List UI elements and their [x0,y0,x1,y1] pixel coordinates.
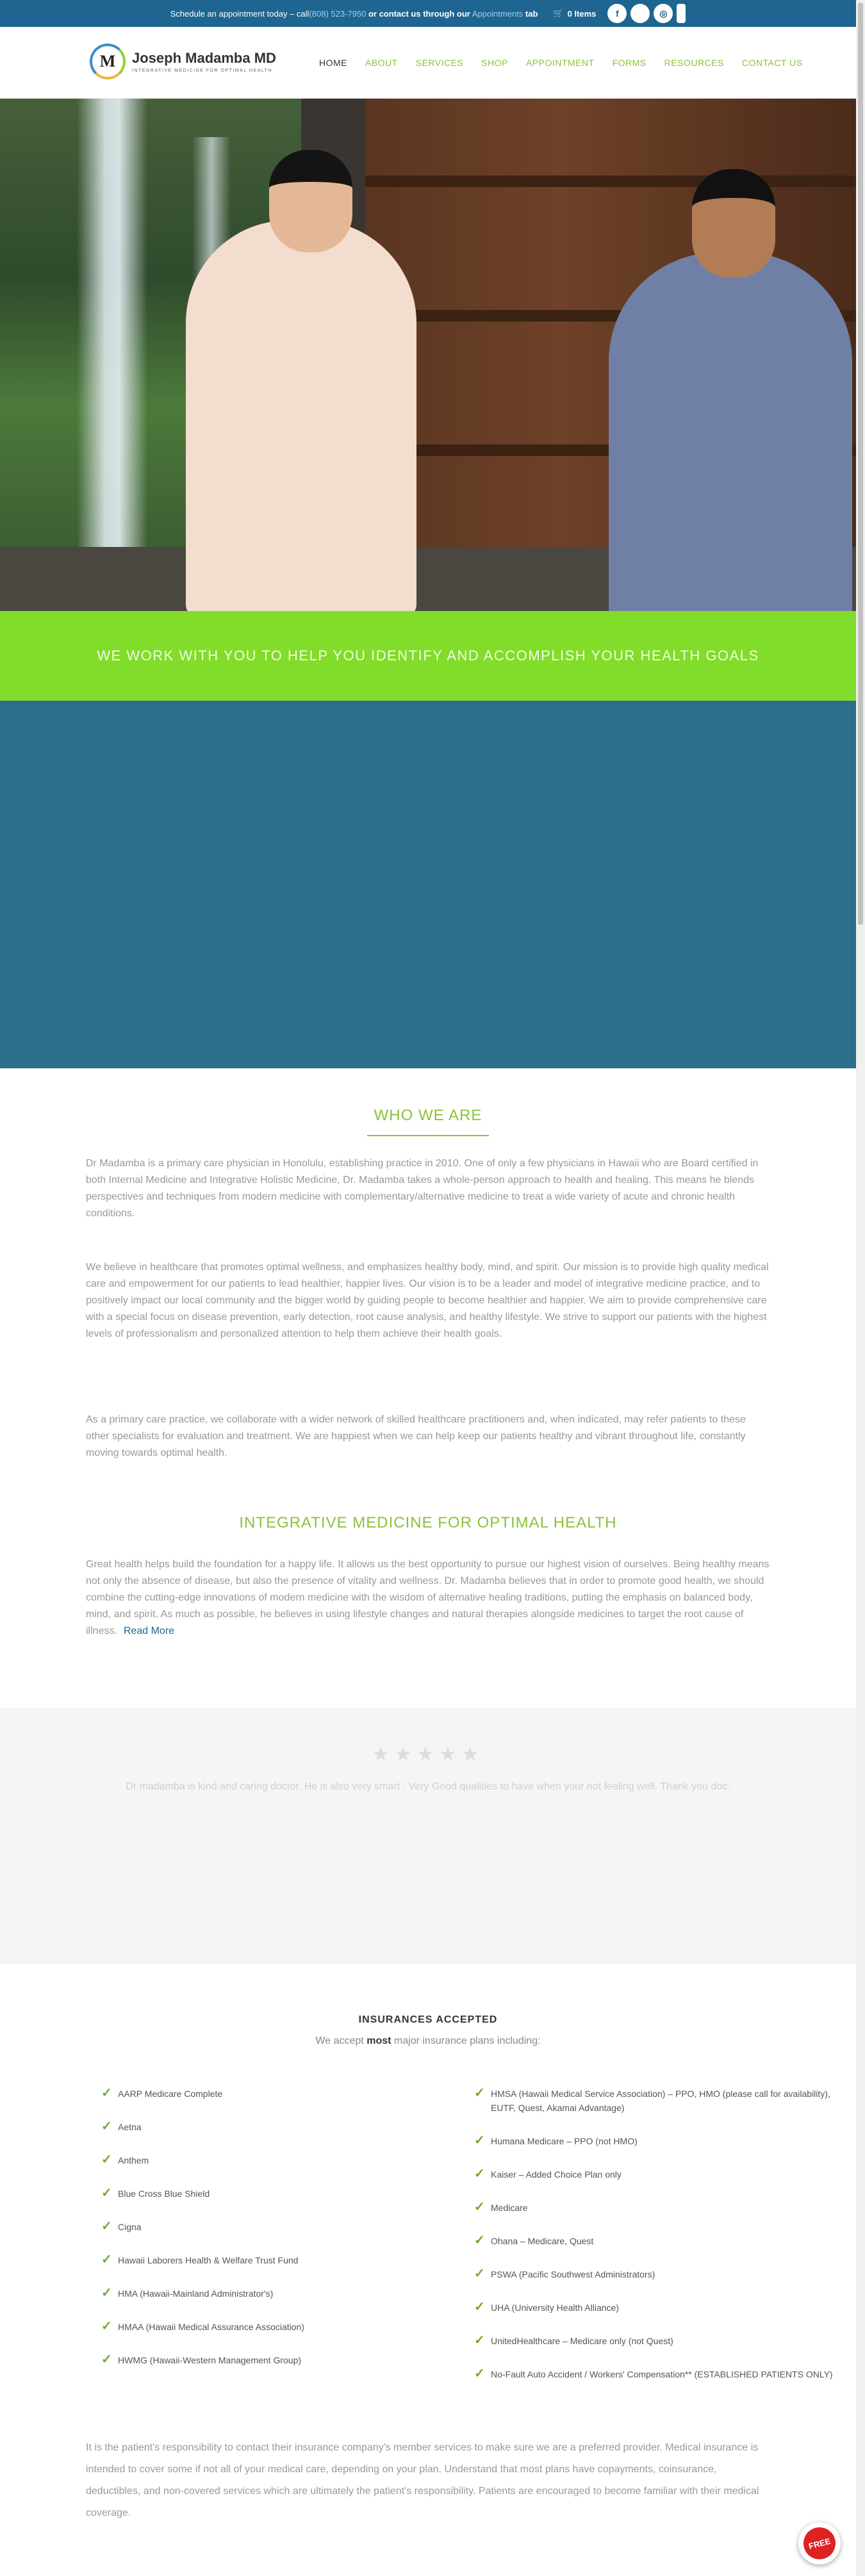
who-paragraph-1: Dr Madamba is a primary care physician in Honolulu, establishing practice in 2010. One of only a few physicians in Hawaii who are Board certified in both Internal Medicine and Integrative Holistic Medicine, Dr. Madamba takes a whole-person approach to health and healing. This means he blends perspectives and techniques from modern medicine with complementary/alternative medicine to treat a wide variety of acute and chronic health conditions. [86,1158,759,1219]
nav-shop[interactable]: SHOP [481,58,508,68]
list-item: ✓ Cigna [101,2219,142,2233]
check-icon: ✓ [474,2086,485,2100]
rating-stars: ★★★★★ [372,1744,484,1765]
list-item: ✓ UHA (University Health Alliance) [474,2300,619,2314]
list-item: ✓ Anthem [101,2153,149,2167]
list-item: ✓ HWMG (Hawaii-Western Management Group) [101,2352,302,2367]
check-icon: ✓ [474,2333,485,2347]
nav-appointment[interactable]: APPOINTMENT [525,58,595,68]
check-icon: ✓ [101,2219,112,2233]
check-icon: ✓ [474,2233,485,2247]
social-icon-small[interactable] [677,4,686,23]
nav-about[interactable]: ABOUT [365,58,398,68]
logo-name: Joseph Madamba MD [132,50,276,66]
nav-forms[interactable]: FORMS [612,58,647,68]
list-item: ✓ HMA (Hawaii-Mainland Administrator's) [101,2286,274,2300]
social-links [607,4,686,23]
integrative-title: INTEGRATIVE MEDICINE FOR OPTIMAL HEALTH [239,1514,617,1531]
list-item: ✓ Humana Medicare – PPO (not HMO) [474,2133,638,2148]
list-item: ✓ HMAA (Hawaii Medical Assurance Association) [101,2319,305,2333]
scrollbar-thumb[interactable] [858,3,863,925]
scrollbar[interactable] [856,0,865,2576]
mission-headline: WE WORK WITH YOU TO HELP YOU IDENTIFY AND ACCOMPLISH YOUR HEALTH GOALS [97,648,759,664]
social-icon[interactable] [630,4,650,23]
doctor-left [186,220,416,611]
topbar-text: Schedule an appointment today – call(808) 523-7950 or contact us through our Appointments tab [170,8,538,19]
blue-panel [0,701,856,1068]
list-item: ✓ PSWA (Pacific Southwest Administrators) [474,2267,655,2281]
who-we-are-title: WHO WE ARE [374,1107,482,1124]
appointments-link[interactable]: Appointments [472,8,523,19]
insurance-list-right [474,2087,833,2401]
title-underline [367,1135,489,1136]
check-icon: ✓ [474,2300,485,2314]
logo[interactable] [90,44,276,79]
nav-resources[interactable]: RESOURCES [664,58,724,68]
integrative-paragraph: Great health helps build the foundation for a happy life. It allows us the best opportunity to pursue our highest vision of ourselves. Being healthy means not only the absence of disease, but also the presence of vitality and wellness. Dr. Madamba believes that in order to promote good health, we should combine the cutting-edge innovations of modern medicine with the wisdom of alternative healing traditions, putting the emphasis on balanced body, mind, and spirit. As much as possible, he believes in using lifestyle changes and natural therapies alongside medicines to target the root cause of illness. Read More [86,1559,770,1636]
list-item: ✓ Ohana – Medicare, Quest [474,2233,594,2247]
mission-band [0,611,856,701]
main-nav [319,58,803,68]
facebook-icon[interactable]: f [607,4,627,23]
free-badge-button[interactable] [798,2522,841,2564]
list-item: ✓ Kaiser – Added Choice Plan only [474,2167,622,2181]
read-more-link[interactable]: Read More [123,1626,175,1636]
cart-link[interactable]: 🛒 0 Items [553,8,597,19]
check-icon: ✓ [101,2119,112,2133]
insurance-subtitle: We accept most major insurance plans including: [315,2035,541,2046]
free-badge-label: FREE [800,2523,839,2563]
list-item: ✓ Aetna [101,2119,142,2133]
site-header [0,27,856,99]
list-item: ✓ UnitedHealthcare – Medicare only (not Quest) [474,2333,673,2347]
check-icon: ✓ [101,2319,112,2333]
check-icon: ✓ [474,2200,485,2214]
nav-contact-us[interactable]: CONTACT US [741,58,803,68]
list-item: ✓ HMSA (Hawaii Medical Service Association) – PPO, HMO (please call for availability), EUTF, Quest, Akamai Advantage) [474,2087,833,2115]
check-icon: ✓ [474,2367,485,2381]
check-icon: ✓ [474,2167,485,2181]
instagram-icon[interactable]: ◎ [654,4,673,23]
phone-link[interactable]: (808) 523-7950 [309,8,367,19]
insurance-list-left [101,2087,460,2386]
hero-image [0,99,856,611]
list-item: ✓ AARP Medicare Complete [101,2086,223,2100]
list-item: ✓ No-Fault Auto Accident / Workers' Compensation** (ESTABLISHED PATIENTS ONLY) [474,2367,833,2381]
check-icon: ✓ [101,2186,112,2200]
list-item: ✓ Medicare [474,2200,528,2214]
check-icon: ✓ [101,2352,112,2367]
check-icon: ✓ [101,2253,112,2267]
list-item: ✓ Blue Cross Blue Shield [101,2186,210,2200]
testimonial-section [0,1708,856,1964]
testimonial-text: Dr madamba is kind and caring doctor. He is also very smart . Very Good qualities to have when your not feeling well. Thank you doc. [126,1781,730,1792]
check-icon: ✓ [474,2267,485,2281]
insurance-footnote: It is the patient's responsibility to contact their insurance company's member services to make sure we are a preferred provider. Medical insurance is intended to cover some if not all of your medical care, depending on your plan. Understand that most plans have copayments, coinsurance, deductibles, and non-covered services which are ultimately the patient's responsibility. Patients are encouraged to become familiar with their medical coverage. [86,2442,759,2518]
list-item: ✓ Hawaii Laborers Health & Welfare Trust Fund [101,2253,299,2267]
who-paragraph-3: As a primary care practice, we collaborate with a wider network of skilled healthcare practitioners and, when indicated, may refer patients to these other specialists for evaluation and treatment. We are happiest when we can help keep our patients healthy and vibrant throughout life, constantly moving towards optimal health. [86,1414,746,1458]
cart-icon: 🛒 [553,8,564,18]
check-icon: ✓ [101,2153,112,2167]
nav-home[interactable]: HOME [319,58,347,68]
check-icon: ✓ [101,2286,112,2300]
logo-tagline: INTEGRATIVE MEDICINE FOR OPTIMAL HEALTH [132,69,272,73]
insurance-title: INSURANCES ACCEPTED [358,2014,498,2025]
logo-icon: M [90,44,126,79]
who-paragraph-2: We believe in healthcare that promotes optimal wellness, and emphasizes healthy body, mind, and spirit. Our mission is to provide high quality medical care and empowerment for our patients to lead healthier, happier lives. Our vision is to be a leader and model of integrative medicine practice, and to positively impact our local community and the bigger world by guiding people to become healthier and happier. We aim to provide comprehensive care with a special focus on disease prevention, early detection, root cause analysis, and healthy lifestyle. We strive to support our patients with the highest levels of professionalism and personalized attention to help them achieve their health goals. [86,1262,769,1339]
check-icon: ✓ [474,2133,485,2148]
nav-services[interactable]: SERVICES [415,58,464,68]
doctor-right [609,252,852,611]
check-icon: ✓ [101,2086,112,2100]
top-bar [0,0,856,27]
